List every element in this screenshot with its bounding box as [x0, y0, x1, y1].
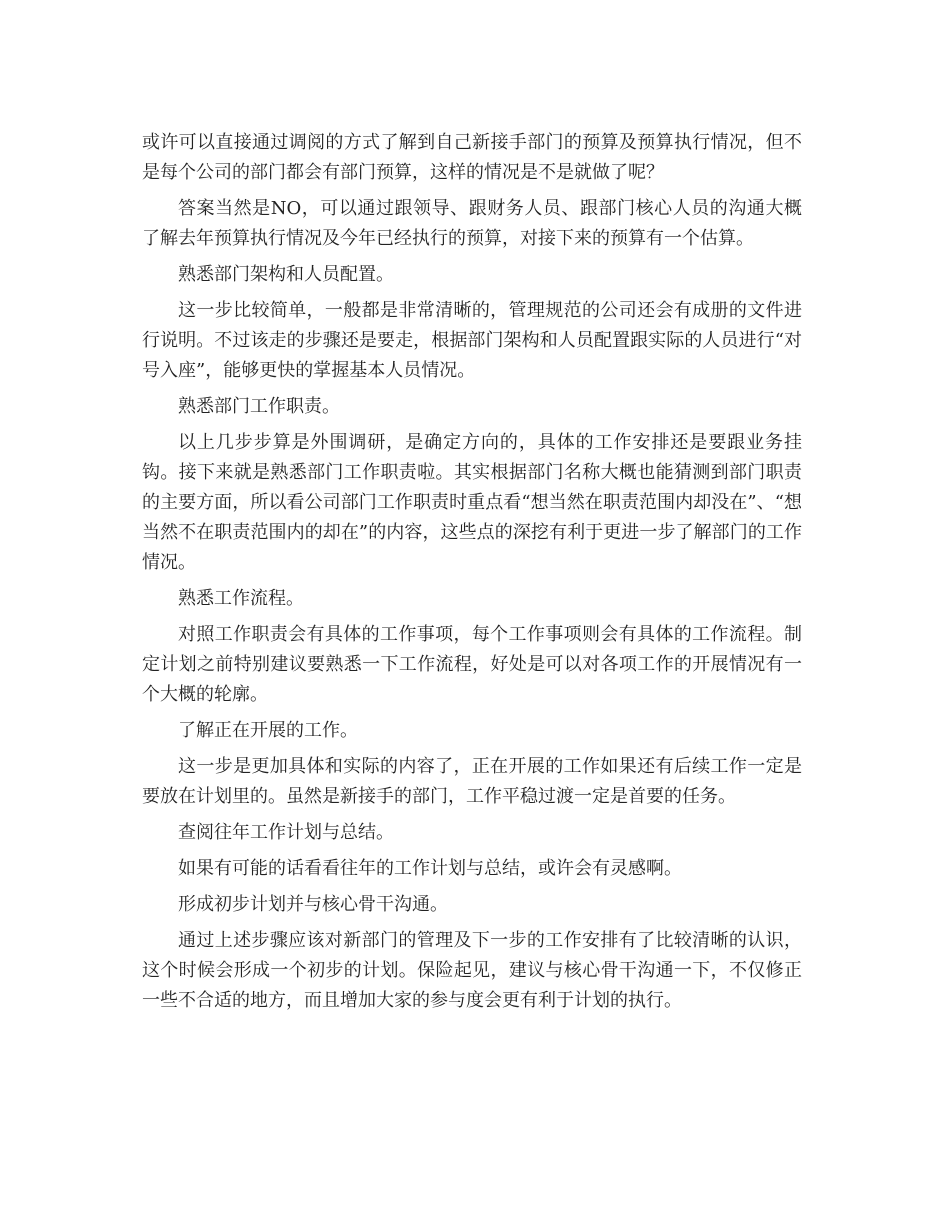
- paragraph: 这一步比较简单，一般都是非常清晰的，管理规范的公司还会有成册的文件进行说明。不过该走的步骤还是要走，根据部门架构和人员配置跟实际的人员进行“对号入座”，能够更快的掌握基本人员情况。: [142, 300, 802, 381]
- paragraph: 答案当然是NO，可以通过跟领导、跟财务人员、跟部门核心人员的沟通大概了解去年预算执行情况及今年已经执行的预算，对接下来的预算有一个估算。: [142, 198, 802, 249]
- paragraph: 这一步是更加具体和实际的内容了，正在开展的工作如果还有后续工作一定是要放在计划里的。虽然是新接手的部门，工作平稳过渡一定是首要的任务。: [142, 756, 802, 807]
- paragraph: 以上几步步算是外围调研，是确定方向的，具体的工作安排还是要跟业务挂钩。接下来就是熟悉部门工作职责啦。其实根据部门名称大概也能猜测到部门职责的主要方面，所以看公司部门工作职责时重点看“想当然在职责范围内却没在”、“想当然不在职责范围内的却在”的内容，这些点的深挖有利于更进一步了解部门的工作情况。: [142, 432, 802, 573]
- section-heading: 形成初步计划并与核心骨干沟通。: [178, 894, 448, 915]
- section-heading: 熟悉部门架构和人员配置。: [178, 264, 394, 285]
- paragraph: 或许可以直接通过调阅的方式了解到自己新接手部门的预算及预算执行情况，但不是每个公司的部门都会有部门预算，这样的情况是不是就做了呢？: [142, 132, 802, 183]
- section-heading: 了解正在开展的工作。: [178, 720, 358, 741]
- paragraph: 如果有可能的话看看往年的工作计划与总结，或许会有灵感啊。: [178, 858, 682, 879]
- paragraph: 对照工作职责会有具体的工作事项，每个工作事项则会有具体的工作流程。制定计划之前特别建议要熟悉一下工作流程，好处是可以对各项工作的开展情况有一个大概的轮廓。: [142, 624, 802, 705]
- section-heading: 查阅往年工作计划与总结。: [178, 822, 394, 843]
- section-heading: 熟悉部门工作职责。: [178, 396, 340, 417]
- paragraph: 通过上述步骤应该对新部门的管理及下一步的工作安排有了比较清晰的认识，这个时候会形成一个初步的计划。保险起见，建议与核心骨干沟通一下，不仅修正一些不合适的地方，而且增加大家的参与度会更有利于计划的执行。: [142, 930, 802, 1011]
- section-heading: 熟悉工作流程。: [178, 588, 304, 609]
- document-body: [142, 128, 802, 1022]
